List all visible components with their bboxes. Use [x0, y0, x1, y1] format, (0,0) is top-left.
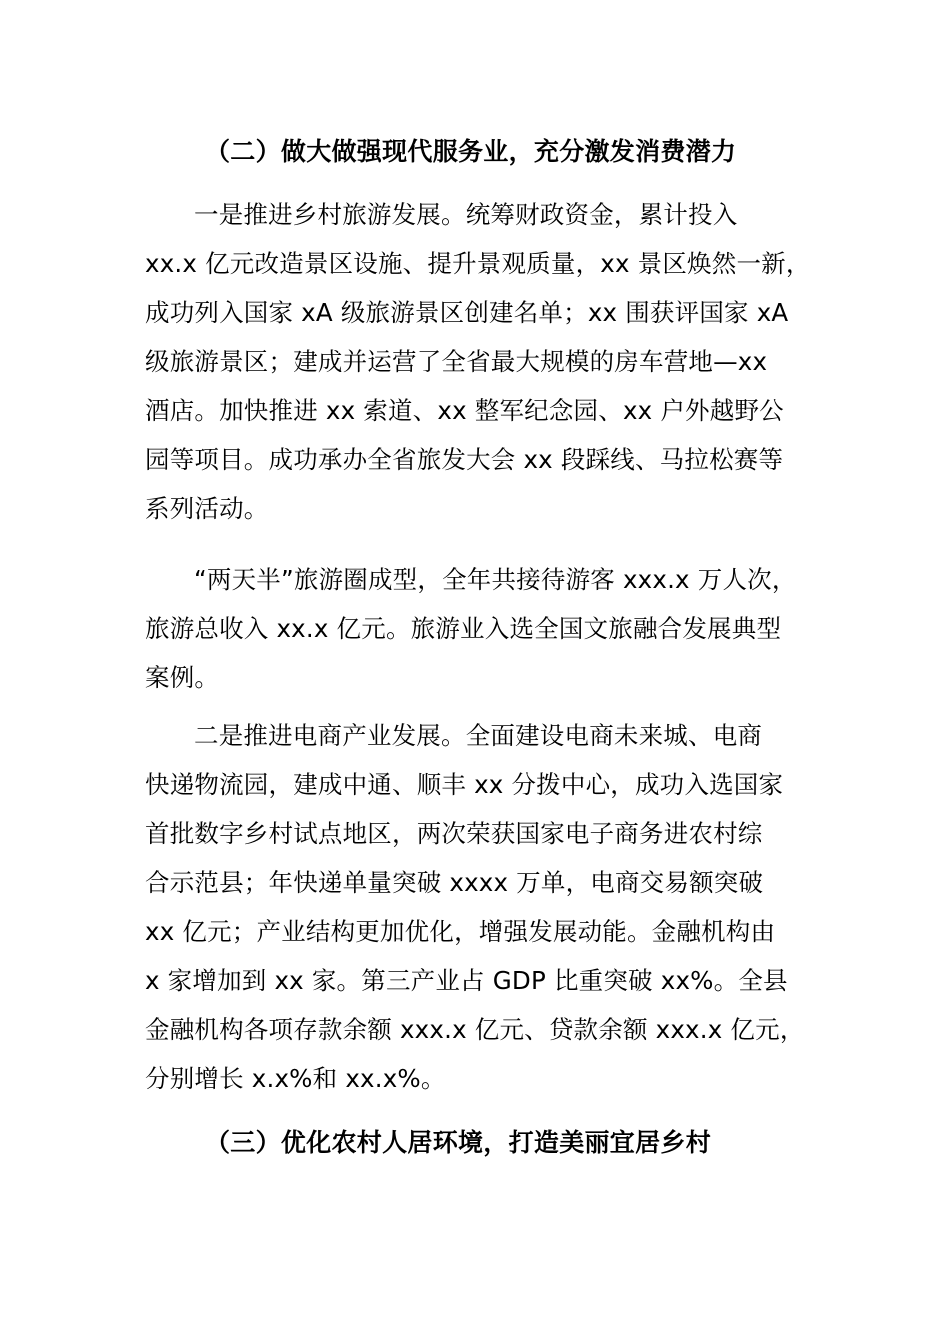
paragraph-line: “两天半”旅游圈成型，全年共接待游客 xxx.x 万人次， — [194, 565, 797, 594]
paragraph-line: 系列活动。 — [145, 494, 269, 523]
paragraph-line: x 家增加到 xx 家。第三产业占 GDP 比重突破 xx%。全县 — [145, 966, 788, 995]
paragraph-line: 案例。 — [145, 663, 220, 692]
paragraph-line: 酒店。加快推进 xx 索道、xx 整军纪念园、xx 户外越野公 — [145, 396, 784, 425]
paragraph-line: 旅游总收入 xx.x 亿元。旅游业入选全国文旅融合发展典型 — [145, 614, 782, 643]
paragraph-line: 二是推进电商产业发展。全面建设电商未来城、电商 — [194, 721, 763, 750]
paragraph-tourism-circle — [145, 555, 805, 702]
paragraph-rural-tourism — [145, 190, 811, 533]
paragraph-line: 合示范县；年快递单量突破 xxxx 万单，电商交易额突破 — [145, 868, 764, 897]
section-heading-2: （二）做大做强现代服务业，充分激发消费潜力 — [205, 137, 737, 166]
paragraph-ecommerce — [145, 711, 805, 1103]
paragraph-line: 首批数字乡村试点地区，两次荣获国家电子商务进农村综 — [145, 819, 763, 848]
paragraph-line: 分别增长 x.x%和 xx.x%。 — [145, 1064, 446, 1093]
paragraph-line: 级旅游景区；建成并运营了全省最大规模的房车营地—xx — [145, 347, 768, 376]
paragraph-line: 园等项目。成功承办全省旅发大会 xx 段踩线、马拉松赛等 — [145, 445, 784, 474]
paragraph-line: xx 亿元；产业结构更加优化，增强发展动能。金融机构由 — [145, 917, 776, 946]
paragraph-line: 快递物流园，建成中通、顺丰 xx 分拨中心，成功入选国家 — [145, 770, 784, 799]
paragraph-line: xx.x 亿元改造景区设施、提升景观质量，xx 景区焕然一新， — [145, 249, 811, 278]
paragraph-line: 金融机构各项存款余额 xxx.x 亿元、贷款余额 xxx.x 亿元， — [145, 1015, 805, 1044]
paragraph-line: 一是推进乡村旅游发展。统筹财政资金，累计投入 — [194, 200, 738, 229]
paragraph-line: 成功列入国家 xA 级旅游景区创建名单；xx 围获评国家 xA — [145, 298, 789, 327]
section-heading-3: （三）优化农村人居环境，打造美丽宜居乡村 — [205, 1128, 712, 1157]
